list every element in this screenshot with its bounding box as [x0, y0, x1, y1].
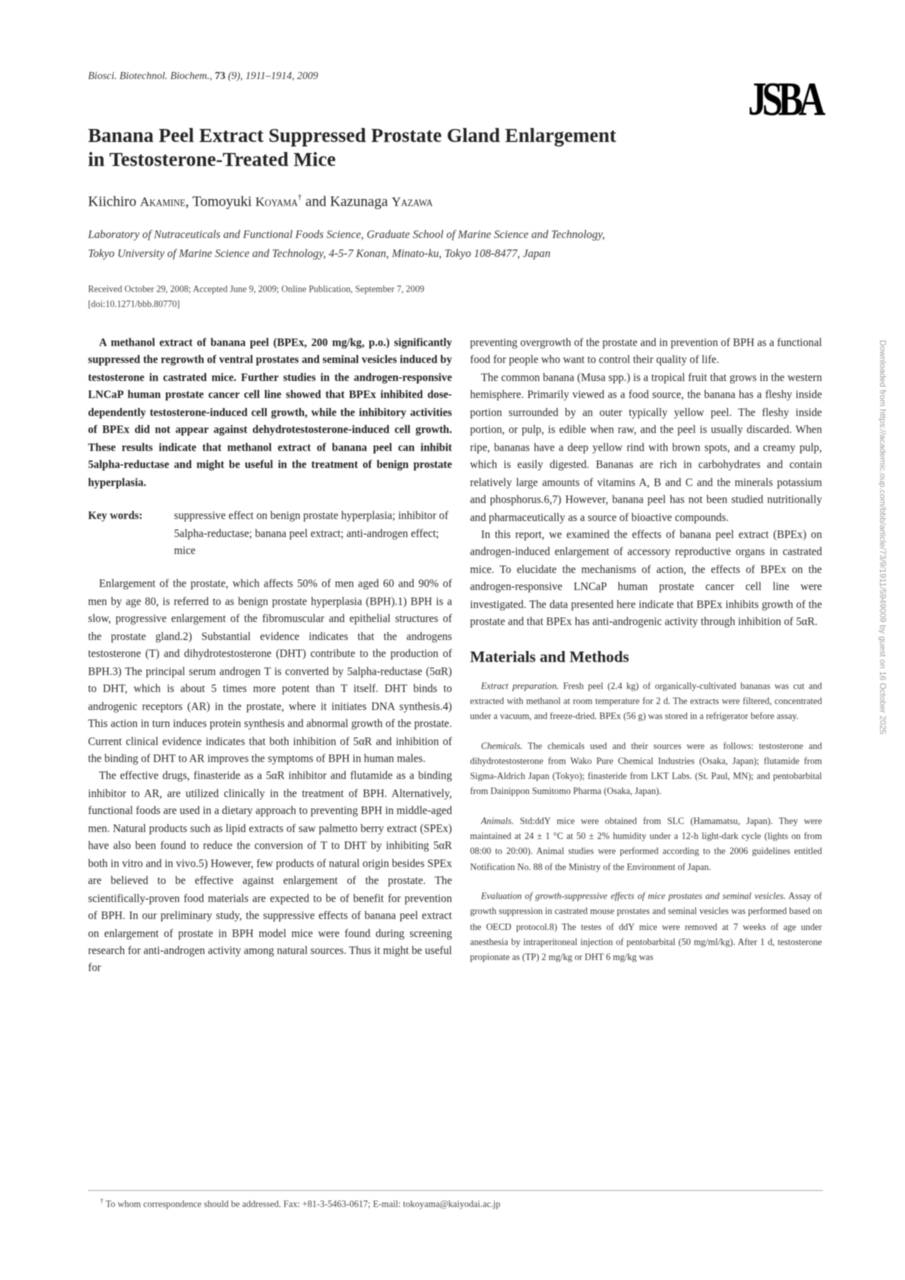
methods-item [470, 890, 822, 966]
author-1-family: Akamine [139, 193, 186, 209]
journal-issue-pages: (9), 1911–1914, 2009 [225, 71, 319, 82]
author-1-given: Kiichiro [88, 193, 140, 210]
methods-item [470, 680, 822, 726]
title-line-1: Banana Peel Extract Suppressed Prostate Gland Enlargement [88, 125, 617, 147]
author-2-family: Koyama [255, 193, 298, 209]
methods-item-text: Fresh peel (2.4 kg) of organically-cultivated bananas was cut and extracted with methanol at room temperature for 2 d. The extracts were filtered, concentrated under a vacuum, and freeze-dried. BPEx (56 g) was stored in a refrigerator before assay. [470, 681, 822, 723]
intro-paragraph: The common banana (Musa spp.) is a tropical fruit that grows in the western hemisphere. Primarily viewed as a food source, the banana has a fleshy inside portion surrounded by an outer typically yellow peel. The fleshy inside portion, or pulp, is edible when raw, and the peel is usually discarded. When ripe, bananas have a deep yellow rind with brown spots, and a creamy pulp, which is easily digested. Bananas are rich in carbohydrates and contain relatively large amounts of vitamins A, B and C and the minerals potassium and phosphorus.6,7) However, banana peel has not been studied nutritionally and pharmaceutically as a source of bioactive compounds. [470, 371, 822, 524]
methods-item-label: Extract preparation. [481, 681, 559, 692]
abstract: A methanol extract of banana peel (BPEx, 200 mg/kg, p.o.) significantly suppressed the regrowth of ventral prostates and seminal vesicles induced by testosterone in castrated mice. Further studies in the androgen-responsive LNCaP human prostate cancer cell line showed that BPEx inhibited dose-dependently testosterone-induced cell growth, while the inhibitory activities of BPEx did not appear against dehydrotestosterone-induced cell growth. These results indicate that methanol extract of banana peel can inhibit 5alpha-reductase and might be useful in the treatment of benign prostate hyperplasia. [88, 337, 452, 489]
intro-paragraph: The effective drugs, finasteride as a 5αR inhibitor and flutamide as a binding inhibitor to AR, are utilized clinically in the treatment of BPH. Alternatively, functional foods are used in a dietary approach to preventing BPH in middle-aged men. Natural products such as lipid extracts of saw palmetto berry extract (SPEx) have also been found to reduce the conversion of T to DHT by inhibiting 5αR both in vitro and in vivo.5) However, few products of natural origin besides SPEx are believed to be effective against enlargement of the prostate. The scientifically-proven food materials are expected to be of benefit for prevention of BPH. In our preliminary study, the suppressive effects of banana peel extract on enlargement of prostate in BPH model mice were found during screening research for anti-androgen activity among natural sources. Thus it might be useful for [88, 770, 452, 975]
corresponding-author-mark: † [297, 193, 302, 202]
footnote [100, 1197, 500, 1210]
methods-item-label: Chemicals. [481, 741, 523, 752]
title-line-2: in Testosterone-Treated Mice [88, 149, 336, 171]
methods-item [470, 815, 822, 876]
methods-item-text: The chemicals used and their sources were as follows: testosterone and dihydrotestosterone from Wako Pure Chemical Industries (Osaka, Japan); flutamide from Sigma-Aldrich Japan (Tokyo); finasteride from LKT Labs. (St. Paul, MN); and pentobarbital from Dainippon Sumitomo Pharma (Osaka, Japan). [470, 741, 822, 798]
author-list [88, 193, 433, 211]
section-heading-methods: Materials and Methods [470, 648, 630, 666]
methods-item [470, 740, 822, 801]
affiliation [88, 226, 818, 264]
methods-item-text: Assay of growth suppression in castrated mouse prostates and seminal vesicles was performed based on the OECD protocol.8) The testes of ddY mice were removed at 7 weeks of age under anesthesia by intraperitoneal injection of pentobarbital (50 mg/ml/kg). After 1 d, testosterone propionate as (TP) 2 mg/kg or DHT 6 mg/kg was [470, 891, 822, 964]
jsba-logo: JSBA [748, 73, 821, 126]
footnote-divider [88, 1190, 823, 1191]
doi-link[interactable]: [doi:10.1271/bbb.80770] [88, 299, 180, 309]
author-separator: , [185, 193, 193, 210]
author-2-given: Tomoyuki [192, 193, 256, 210]
keywords-label: Key words: [88, 510, 143, 523]
methods-item-text: Std:ddY mice were obtained from SLC (Hamamatsu, Japan). They were maintained at 24 ± 1 °C at 50 ± 2% humidity under a 12-h light-dark cycle (lights on from 08:00 to 20:00). Animal studies were performed according to the 2006 guidelines entitled Notification No. 88 of the Ministry of the Environment of Japan. [470, 816, 822, 873]
footnote-text: To whom correspondence should be addressed. Fax: +81-3-5463-0617; E-mail: tokoyama@kaiyodai.ac.jp [103, 1200, 501, 1211]
keywords [88, 508, 452, 560]
affiliation-line-2: Tokyo University of Marine Science and Technology, 4-5-7 Konan, Minato-ku, Tokyo 108-8477, Japan [88, 248, 551, 260]
methods-item-label: Evaluation of growth-suppressive effects of mice prostates and seminal vesicles. [481, 891, 786, 902]
affiliation-line-1: Laboratory of Nutraceuticals and Functional Foods Science, Graduate School of Marine Science and Technology, [88, 229, 605, 241]
intro-paragraph: preventing overgrowth of the prostate and in prevention of BPH as a functional food for people who want to control their quality of life. [470, 337, 822, 367]
received-accepted-dates: Received October 29, 2008; Accepted June 9, 2009; Online Publication, September 7, 2009 [88, 284, 425, 294]
author-separator: and [301, 193, 330, 210]
footnote-mark: † [100, 1197, 104, 1205]
journal-abbrev: Biosci. Biotechnol. Biochem., [88, 71, 213, 82]
journal-citation [88, 71, 318, 82]
author-3-family: Yazawa [391, 193, 433, 209]
right-column [470, 335, 822, 980]
left-column [88, 335, 452, 978]
intro-paragraph: In this report, we examined the effects of banana peel extract (BPEx) on androgen-induced enlargement of accessory reproductive organs in castrated mice. To elucidate the mechanisms of action, the effects of BPEx on the androgen-responsive LNCaP human prostate cancer cell line were investigated. The data presented here indicate that BPEx inhibits growth of the prostate and that BPEx has anti-androgenic activity through inhibition of 5αR. [470, 528, 822, 629]
article-title [88, 124, 708, 172]
intro-paragraph: Enlargement of the prostate, which affects 50% of men aged 60 and 90% of men by age 80, is referred to as benign prostate hyperplasia (BPH).1) BPH is a slow, progressive enlargement of the fibromuscular and epithelial structures of the prostate gland.2) Substantial evidence indicates that the androgens testosterone (T) and dihydrotestosterone (DHT) contribute to the production of BPH.3) The principal serum androgen T is converted by 5alpha-reductase (5αR) to DHT, which is about 5 times more potent than T itself. DHT binds to androgenic receptors (AR) in the prostate, where it initiates DNA synthesis.4) This action in turn induces protein synthesis and abnormal growth of the prostate. Current clinical evidence indicates that both inhibition of 5αR and inhibition of the binding of DHT to AR improves the symptoms of BPH in human males. [88, 578, 452, 765]
publication-dates [88, 282, 788, 312]
methods-item-label: Animals. [481, 816, 514, 827]
download-watermark: Downloaded from https://academic.oup.com/bbb/article/73/9/1911/5949009 by guest on 16 October 2025 [878, 340, 888, 735]
journal-volume: 73 [214, 71, 226, 82]
author-3-given: Kazunaga [329, 193, 392, 210]
keywords-text: suppressive effect on benign prostate hyperplasia; inhibitor of 5alpha-reductase; banana peel extract; anti-androgen effect; mice [174, 510, 449, 557]
